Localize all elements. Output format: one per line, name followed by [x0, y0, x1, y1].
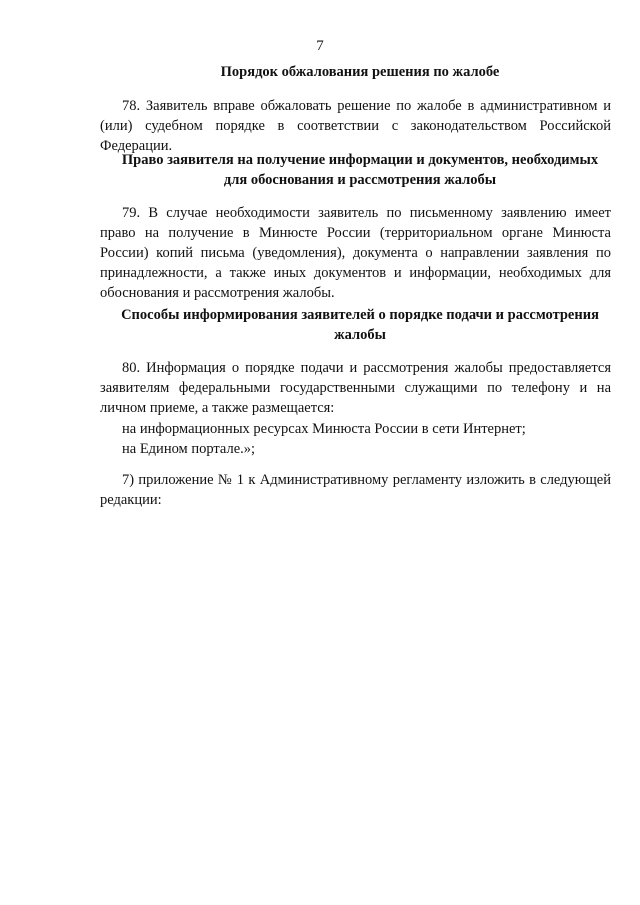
heading-line: Способы информирования заявителей о порядке подачи и рассмотрения — [121, 307, 599, 323]
heading-line: для обоснования и рассмотрения жалобы — [223, 172, 497, 188]
page-number: 7 — [316, 38, 324, 54]
heading-line: жалобы — [334, 327, 386, 343]
paragraph-78: 78. Заявитель вправе обжаловать решение по жалобе в административном и (или) судебном порядке в соответствии с законодательством Российской Федерации. — [100, 98, 611, 154]
heading-line: Право заявителя на получение информации и документов, необходимых — [121, 152, 599, 168]
paragraph-appendix-7: 7) приложение № 1 к Административному регламенту изложить в следующей редакции: — [100, 472, 611, 508]
paragraph-79: 79. В случае необходимости заявитель по письменному заявлению имеет право на получение в Минюсте России (территориальном органе Минюста России) копий письма (уведомления), документа о направлении заявления по принадлежности, а также иных документов и информации, необходимых для обоснования и рассмотрения жалобы. — [100, 205, 611, 301]
list-line-internet: на информационных ресурсах Минюста России в сети Интернет; — [122, 421, 526, 437]
section-heading-right-to-information — [100, 150, 620, 190]
section-heading-appeal-order: Порядок обжалования решения по жалобе — [220, 64, 500, 80]
section-heading-informing-methods — [100, 305, 620, 345]
list-line-portal: на Едином портале.»; — [122, 441, 256, 457]
paragraph-80: 80. Информация о порядке подачи и рассмотрения жалобы предоставляется заявителям федеральными государственными служащими по телефону и на личном приеме, а также размещается: — [100, 360, 611, 416]
